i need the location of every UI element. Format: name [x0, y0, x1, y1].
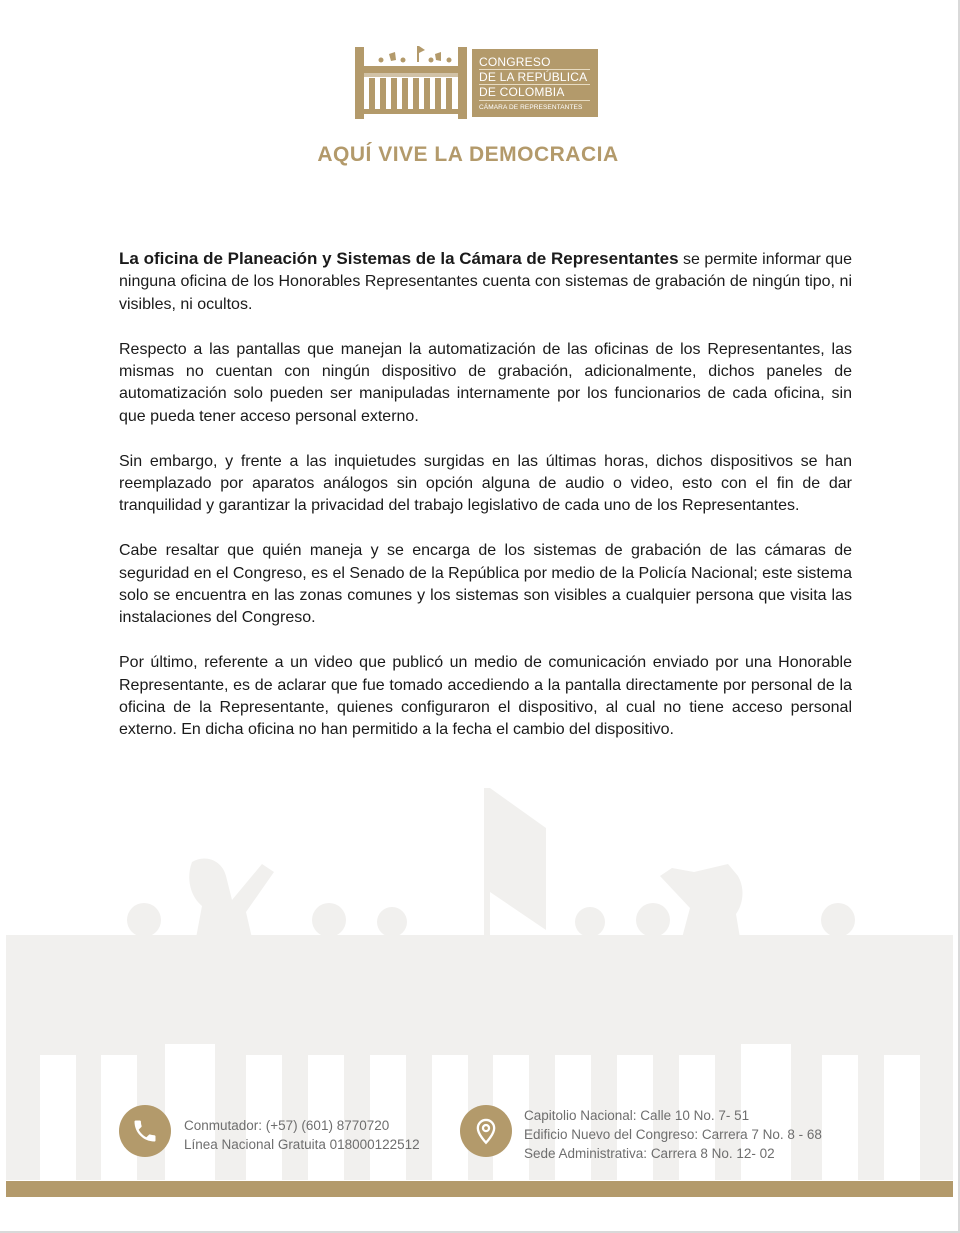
paragraph-3: Sin embargo, y frente a las inquietudes surgidas en las últimas horas, dichos dispositivos se han reemplazado por aparatos análogos sin opción alguna de audio o video, esto con el fin de dar tranquilidad y garantizar la privacidad del trabajo legislativo de cada uno de los Representantes. — [119, 452, 852, 515]
toll-free-number: Línea Nacional Gratuita 018000122512 — [184, 1137, 420, 1152]
logo-line-colombia: DE COLOMBIA — [479, 85, 565, 99]
paragraph-5: Por último, referente a un video que publicó un medio de comunicación enviado por una Honorable Representante, es de aclarar que fue tomado accediendo a la pantalla directamente por personal de la oficina de la Representante, quienes configuraron el dispositivo, al cual no tiene acceso personal externo. En dicha oficina no han permitido a la fecha el cambio del dispositivo. — [119, 654, 852, 739]
paragraph-2: Respecto a las pantallas que manejan la automatización de las oficinas de los Representantes, las mismas no cuentan con ningún dispositivo de grabación, adicionalmente, dichos paneles de automatización solo pueden ser manipuladas internamente por los funcionarios de cada oficina, sin que pueda tener acceso personal externo. — [119, 340, 852, 425]
location-pin-icon — [460, 1105, 512, 1157]
statement-body — [119, 248, 852, 764]
logo-line-republica: DE LA REPÚBLICA — [479, 70, 588, 84]
paragraph-1 — [119, 248, 852, 316]
phone-contact-info — [184, 1116, 420, 1154]
logo-line-camara: CÁMARA DE REPRESENTANTES — [479, 104, 583, 111]
switchboard-number: Conmutador: (+57) (601) 8770720 — [184, 1118, 390, 1133]
address-capitolio: Capitolio Nacional: Calle 10 No. 7- 51 — [524, 1108, 750, 1123]
phone-icon — [119, 1105, 171, 1157]
slogan-heading: AQUÍ VIVE LA DEMOCRACIA — [317, 143, 619, 166]
logo-wordmark — [472, 49, 598, 117]
address-sede: Sede Administrativa: Carrera 8 No. 12- 02 — [524, 1146, 775, 1161]
paragraph-1-lead: La oficina de Planeación y Sistemas de la Cámara de Representantes — [119, 249, 679, 268]
address-info — [524, 1106, 822, 1163]
footer-gold-bar — [6, 1181, 953, 1197]
paragraph-4: Cabe resaltar que quién maneja y se encarga de los sistemas de grabación de las cámaras de seguridad en el Congreso, es el Senado de la República por medio de la Policía Nacional; este sistema solo se encuentra en las zonas comunes y los sistemas son visibles a cualquier persona que visita las instalaciones del Congreso. — [119, 542, 852, 627]
capitol-logo-icon — [355, 44, 467, 119]
congress-logo — [355, 44, 605, 119]
logo-line-congreso: CONGRESO — [479, 55, 551, 69]
paragraph-1-rest: se permite informar que ninguna oficina de los Honorables Representantes cuenta con sistemas de grabación de ningún tipo, ni visibles, ni ocultos. — [119, 251, 853, 313]
address-edificio: Edificio Nuevo del Congreso: Carrera 7 No. 8 - 68 — [524, 1127, 822, 1142]
